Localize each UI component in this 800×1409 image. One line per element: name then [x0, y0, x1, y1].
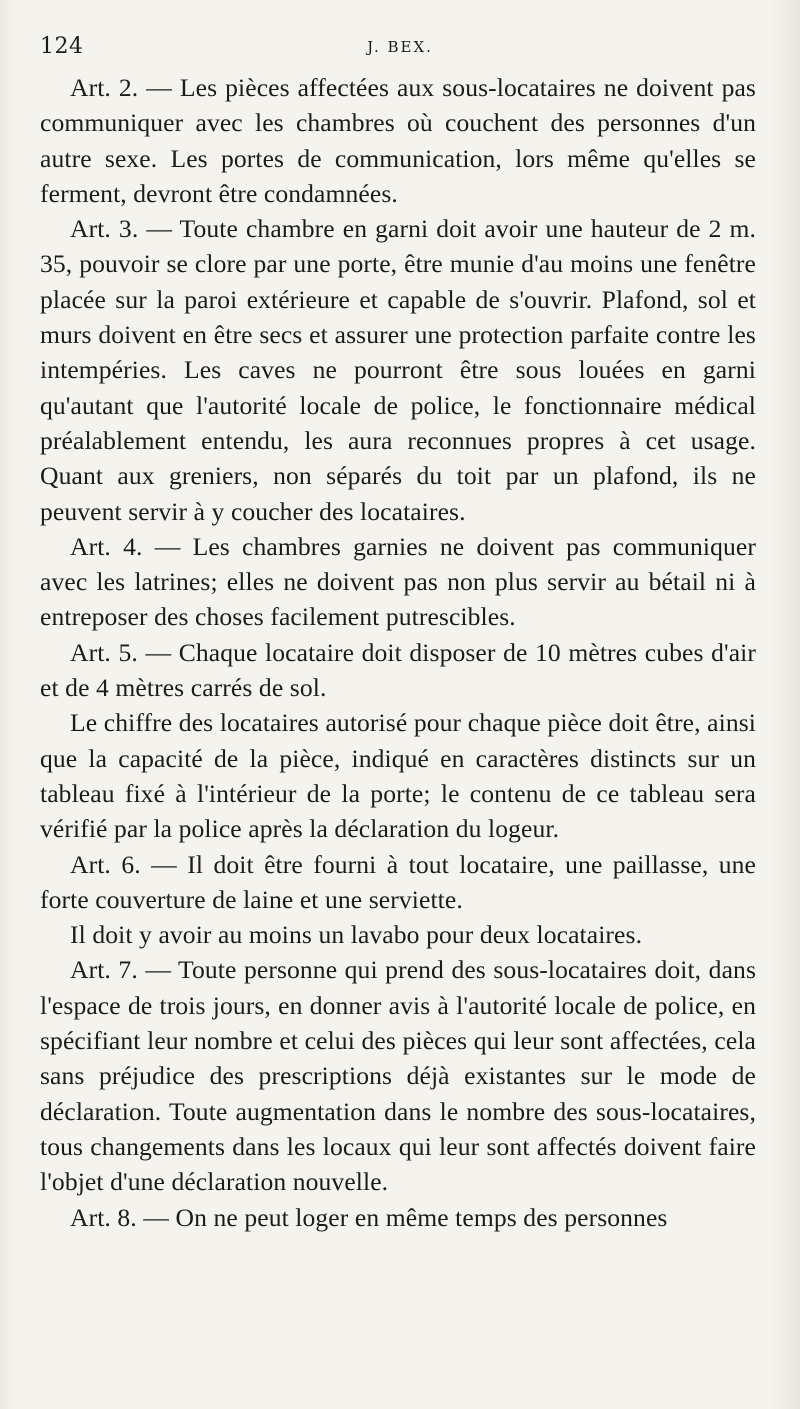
body-text [40, 70, 756, 1235]
running-head: J. BEX. [367, 38, 433, 56]
page-header [40, 30, 760, 66]
page-number: 124 [40, 34, 84, 59]
paragraph-art-5: Art. 5. — Chaque locataire doit disposer de 10 mètres cubes d'air et de 4 mètres carrés de sol. [40, 637, 756, 703]
paragraph-art-2: Art. 2. — Les pièces affectées aux sous-locataires ne doivent pas communiquer avec les chambres où couchent des personnes d'un autre sexe. Les portes de communication, lors même qu'elles se ferment, devront être condamnées. [40, 73, 756, 208]
paragraph-art-4: Art. 4. — Les chambres garnies ne doivent pas communiquer avec les latrines; elles ne doivent pas non plus servir au bétail ni à entreposer des choses facilement putrescibles. [40, 531, 756, 632]
paragraph-art-3: Art. 3. — Toute chambre en garni doit avoir une hauteur de 2 m. 35, pouvoir se clore par une porte, être munie d'au moins une fenêtre placée sur la paroi extérieure et capable de s'ouvrir. Plafond, sol et murs doivent en être secs et assurer une protection parfaite contre les intempéries. Les caves ne pourront être sous louées en garni qu'autant que l'autorité locale de police, le fonctionnaire médical préalablement entendu, les aura reconnues propres à cet usage. Quant aux greniers, non séparés du toit par un plafond, ils ne peuvent servir à y coucher des locataires. [40, 214, 756, 526]
paragraph-art-6-continued: Il doit y avoir au moins un lavabo pour deux locataires. [70, 920, 643, 950]
paragraph-art-7: Art. 7. — Toute personne qui prend des sous-locataires doit, dans l'espace de trois jours, en donner avis à l'autorité locale de police, en spécifiant leur nombre et celui des pièces qui leur sont affectées, cela sans préjudice des prescriptions déjà existantes sur le mode de déclaration. Toute augmentation dans le nombre des sous-locataires, tous changements dans les locaux qui leur sont affectés doivent faire l'objet d'une déclaration nouvelle. [40, 955, 756, 1197]
paragraph-art-8: Art. 8. — On ne peut loger en même temps des personnes [70, 1202, 668, 1232]
paragraph-art-5-continued: Le chiffre des locataires autorisé pour chaque pièce doit être, ainsi que la capacité de la pièce, indiqué en caractères distincts sur un tableau fixé à l'intérieur de la porte; le contenu de ce tableau sera vérifié par la police après la déclaration du logeur. [40, 708, 756, 844]
paragraph-art-6: Art. 6. — Il doit être fourni à tout locataire, une paillasse, une forte couverture de laine et une serviette. [40, 849, 756, 914]
